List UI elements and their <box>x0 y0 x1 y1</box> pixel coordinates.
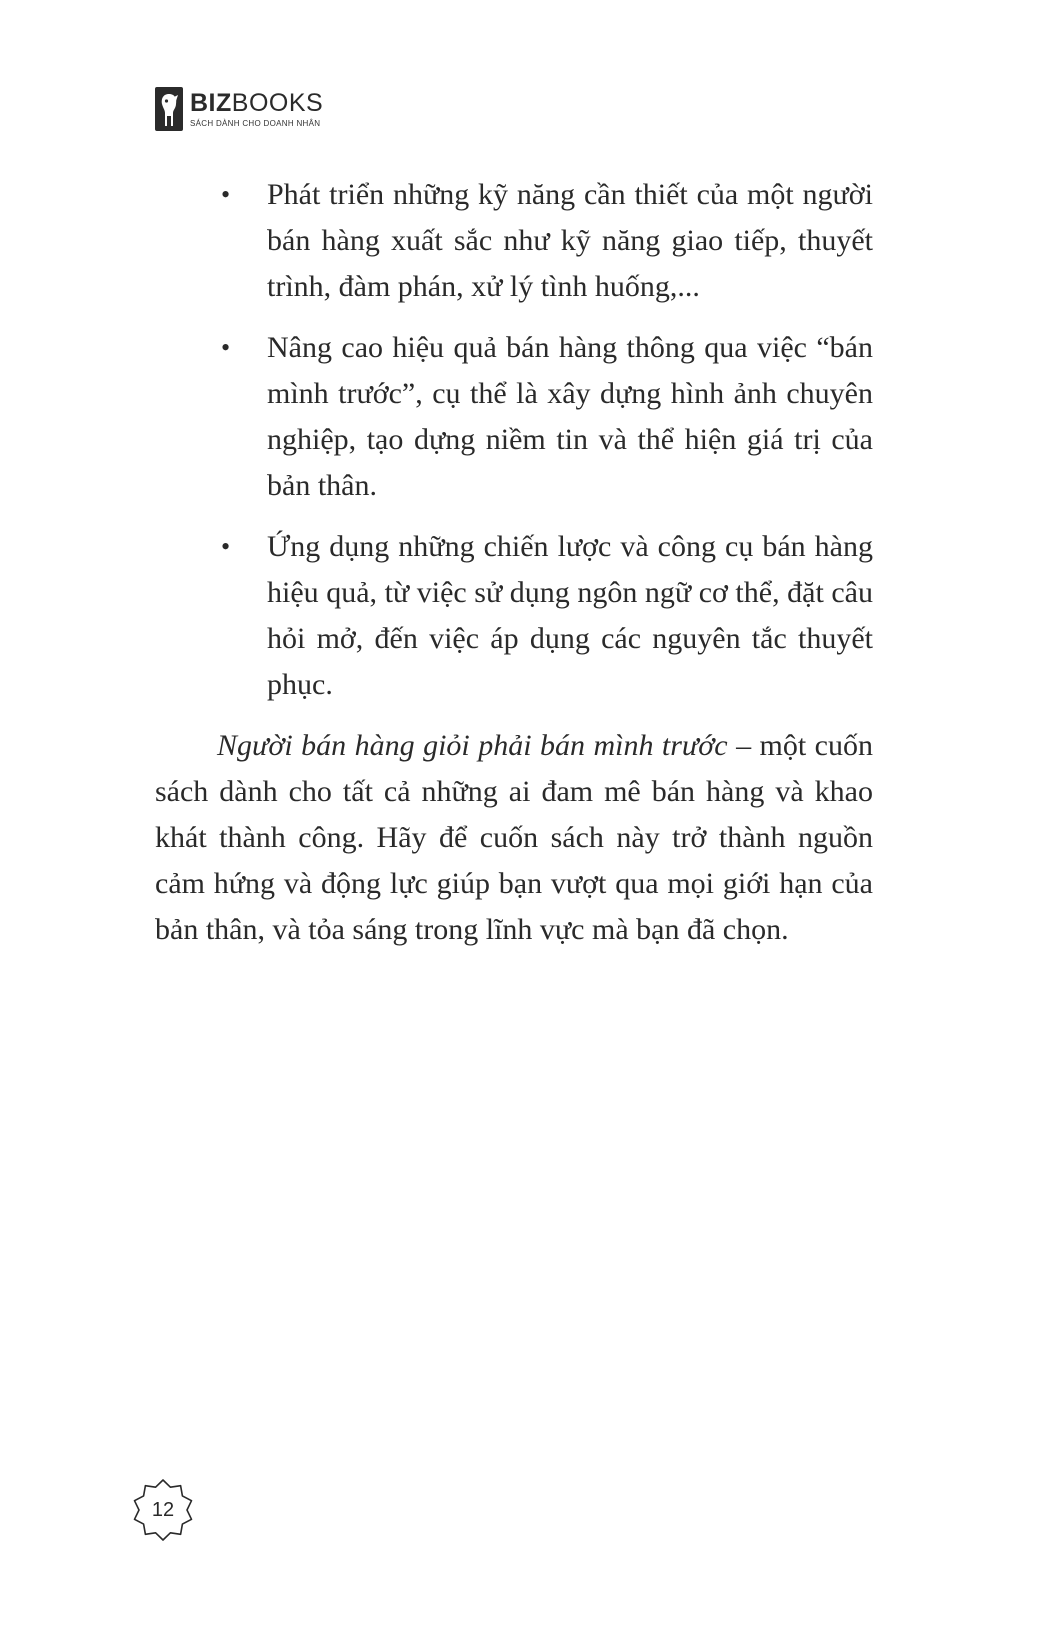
brand-tagline: SÁCH DÀNH CHO DOANH NHÂN <box>190 118 321 128</box>
bullet-icon: • <box>221 180 231 209</box>
closing-text: – một cuốn sách dành cho tất cả những ai đam mê bán hàng và khao khát thành công. Hãy để cuốn sách này trở thành nguồn cảm hứng và động lực giúp bạn vượt qua mọi giới hạn của bản thân, và tỏa sáng trong lĩnh vực mà bạn đã chọn. <box>155 729 873 946</box>
bullet-list <box>155 172 873 708</box>
brand-name: BIZBOOKS <box>190 88 324 117</box>
page-number: 12 <box>151 1498 175 1521</box>
bullet-text: Nâng cao hiệu quả bán hàng thông qua việc “bán mình trước”, cụ thể là xây dựng hình ảnh chuyên nghiệp, tạo dựng niềm tin và thể hiện giá trị của bản thân. <box>267 331 873 502</box>
list-item <box>155 325 873 509</box>
bullet-icon: • <box>221 333 231 362</box>
bullet-text: Phát triển những kỹ năng cần thiết của một người bán hàng xuất sắc như kỹ năng giao tiếp, thuyết trình, đàm phán, xử lý tình huống,... <box>267 178 873 303</box>
bullet-text: Ứng dụng những chiến lược và công cụ bán hàng hiệu quả, từ việc sử dụng ngôn ngữ cơ thể, đặt câu hỏi mở, đến việc áp dụng các nguyên tắc thuyết phục. <box>267 530 873 701</box>
list-item <box>155 172 873 310</box>
closing-paragraph <box>155 723 873 953</box>
page-body <box>155 172 873 953</box>
bullet-icon: • <box>221 532 231 561</box>
list-item <box>155 524 873 708</box>
page-number-badge <box>132 1479 194 1541</box>
bizbooks-logo-icon <box>154 86 184 132</box>
publisher-logo <box>154 86 323 132</box>
book-title: Người bán hàng giỏi phải bán mình trước <box>217 729 728 762</box>
